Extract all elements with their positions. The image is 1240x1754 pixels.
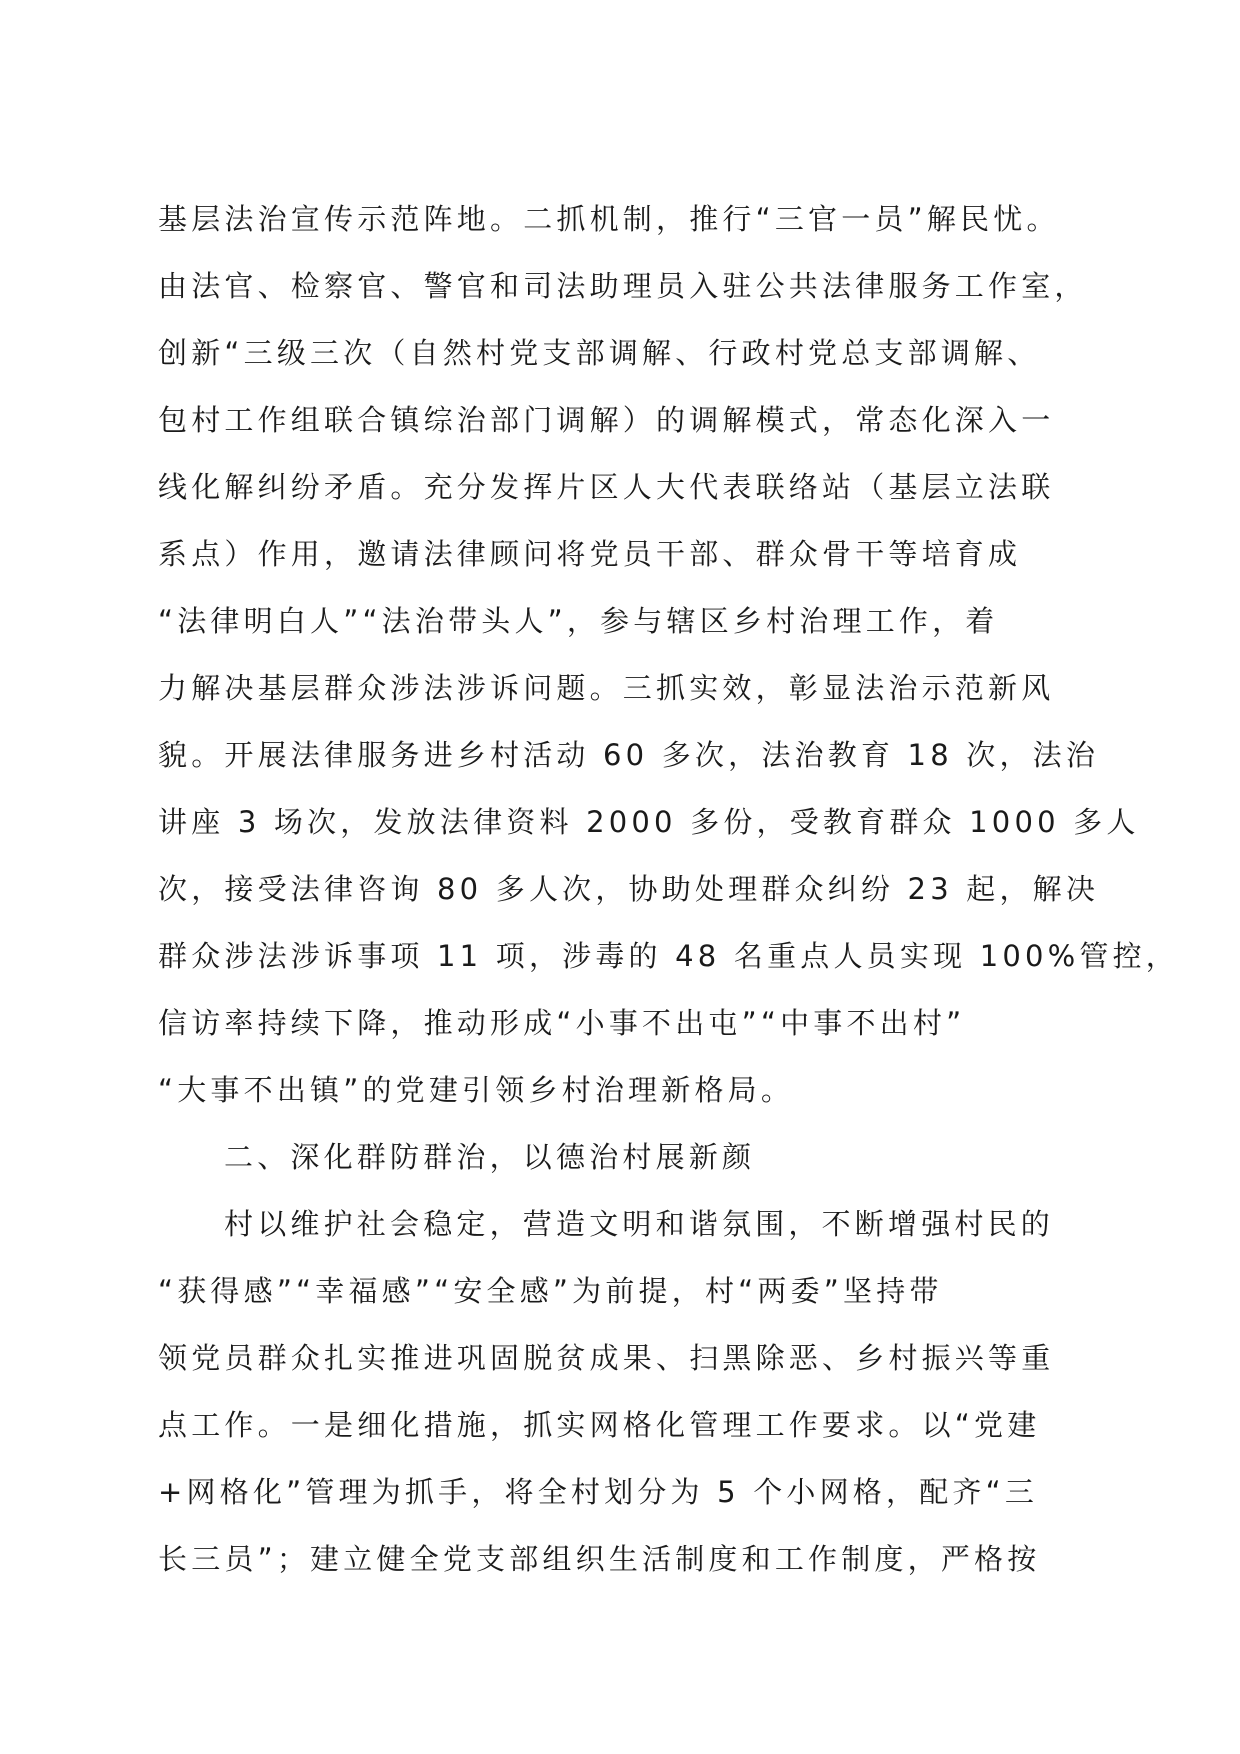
text-line: 系点）作用，邀请法律顾问将党员干部、群众骨干等培育成 [158,537,1022,571]
paragraph-first-line: 村以维护社会稳定，营造文明和谐氛围，不断增强村民的 [224,1207,1055,1241]
text-line: 包村工作组联合镇综治部门调解）的调解模式，常态化深入一 [158,403,1055,437]
text-line: 信访率持续下降，推动形成“小事不出屯”“中事不出村” [158,1006,966,1040]
text-line: 点工作。一是细化措施，抓实网格化管理工作要求。以“党建 [158,1408,1041,1442]
text-line: “大事不出镇”的党建引领乡村治理新格局。 [158,1073,795,1107]
text-line: 力解决基层群众涉法涉诉问题。三抓实效，彰显法治示范新风 [158,671,1055,705]
text-line: 领党员群众扎实推进巩固脱贫成果、扫黑除恶、乡村振兴等重 [158,1341,1055,1375]
text-line: 线化解纠纷矛盾。充分发挥片区人大代表联络站（基层立法联 [158,470,1055,504]
text-line: 基层法治宣传示范阵地。二抓机制，推行“三官一员”解民忧。 [158,202,1060,236]
text-line: 长三员”；建立健全党支部组织生活制度和工作制度，严格按 [158,1542,1041,1576]
text-line: 讲座 3 场次，发放法律资料 2000 多份，受教育群众 1000 多人 [158,805,1140,839]
section-heading: 二、深化群防群治，以德治村展新颜 [224,1140,756,1174]
text-line: 群众涉法涉诉事项 11 项，涉毒的 48 名重点人员实现 100%管控， [158,939,1180,973]
text-line: +网格化”管理为抓手，将全村划分为 5 个小网格，配齐“三 [158,1475,1039,1509]
text-line: 貌。开展法律服务进乡村活动 60 多次，法治教育 18 次，法治 [158,738,1100,772]
text-line: 次，接受法律咨询 80 多人次，协助处理群众纠纷 23 起，解决 [158,872,1100,906]
text-line: 创新“三级三次（自然村党支部调解、行政村党总支部调解、 [158,336,1041,370]
text-line: 由法官、检察官、警官和司法助理员入驻公共法律服务工作室， [158,269,1088,303]
body-text [158,186,1180,1593]
text-line: “获得感”“幸福感”“安全感”为前提，村“两委”坚持带 [158,1274,943,1308]
text-line: “法律明白人”“法治带头人”，参与辖区乡村治理工作，着 [158,604,999,638]
